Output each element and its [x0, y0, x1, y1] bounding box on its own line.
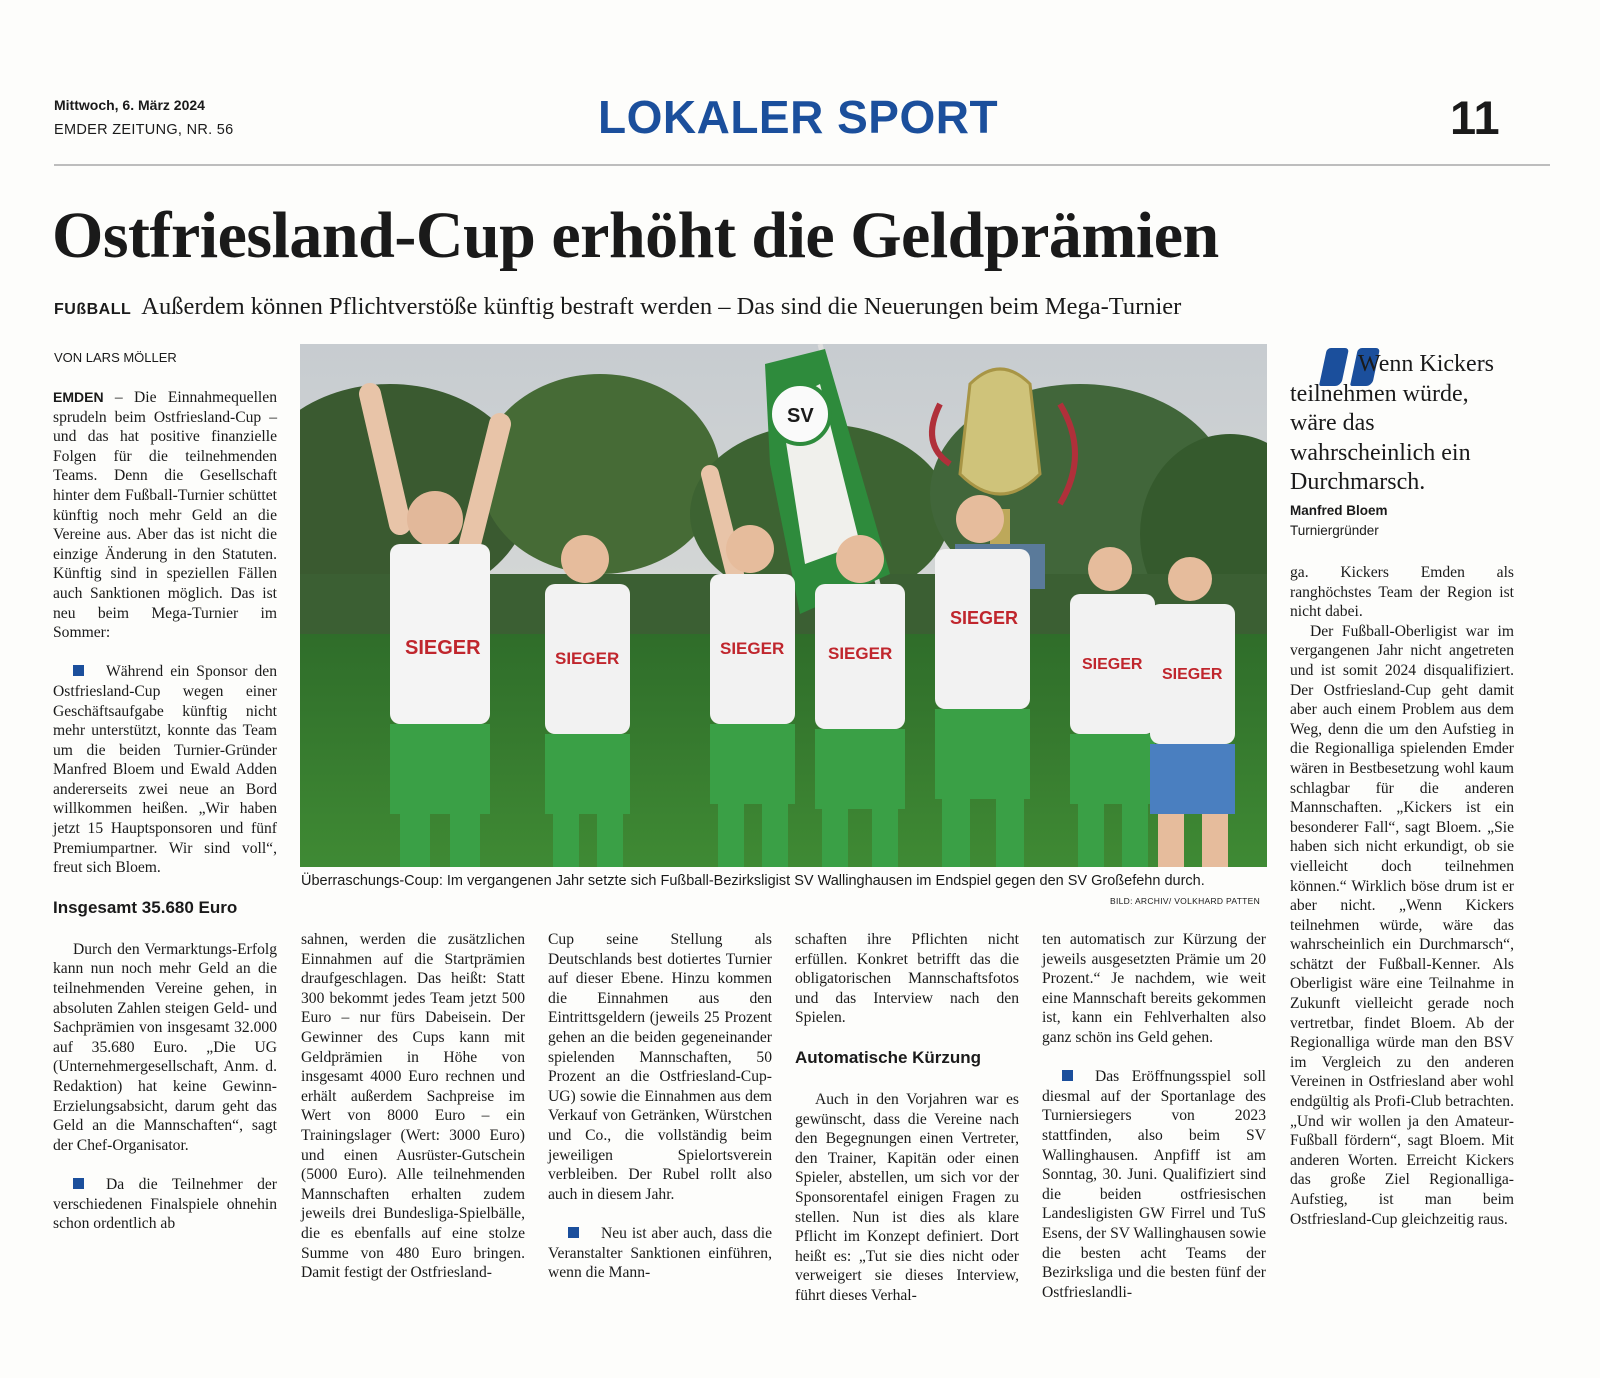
headline: Ostfriesland-Cup erhöht die Geldprämien	[52, 199, 1219, 272]
team-photo-illustration	[300, 344, 1267, 867]
pullquote-role: Turniergründer	[1290, 523, 1379, 538]
sponsor-paragraph: Während ein Sponsor den Ostfriesland-Cup wegen einer Geschäftsaufgabe künftig nicht mehr unterstützt, konnte das Team um die beiden Turnier-Gründer Manfred Bloem und Ewald Adden andererseits zwei neue an Bord willkommen heißen. „Wir haben jetzt 15 Hauptsponsoren und fünf Premiumpartner. Wir sind voll“, freut sich Bloem.	[53, 663, 277, 877]
column-6-text-2: Der Fußball-Oberligist war im vergangenen Jahr nicht angetreten und ist somit 2024 disqualifiziert. Der Ostfriesland-Cup geht damit aber auch einem Problem aus dem Weg, denn die um den Aufstieg in die Regionalliga spielenden Emder wären in Bestbesetzung wohl kaum schlagbar für die anderen Mannschaften. „Kickers ist ein besonderer Fall“, sagt Bloem. „Sie haben sich nicht erkundigt, ob sie vielleicht doch teilnehmen können.“ Wirklich böse drum ist er aber nicht. „Wenn Kickers teilnehmen würde, wäre das wahrscheinlich ein Durchmarsch“, schätzt der Fußball-Kenner. Als Oberligist wäre eine Teilnahme in Zukunft vielleicht gerade noch vertretbar, findet Bloem. Ab der Regionalliga würde man den BSV im Vergleich zu den anderen Vereinen in Ostfriesland aber wohl endgültig als Profi-Club betrachten. „Und wir wollen ja den Amateur-Fußball fördern“, sagt Bloem. Mit anderen Worten. Erreicht Kickers das große Ziel Regionalliga-Aufstieg, ist man beim Ostfriesland-Cup gleichzeitig raus.	[1290, 622, 1514, 1228]
column-1	[53, 388, 277, 1234]
column-5	[1042, 930, 1266, 1302]
shirt-text: SIEGER	[1162, 666, 1223, 683]
column-6	[1290, 563, 1514, 1229]
column-4-text: schaften ihre Pflichten nicht erfüllen. Konkret betrifft das die obligatorischen Mannschaftsfotos und das Interview nach den Spielen.	[795, 931, 1019, 1027]
subhead-total: Insgesamt 35.680 Euro	[53, 897, 238, 917]
shirt-text: SIEGER	[555, 649, 620, 668]
marketing-paragraph: Durch den Vermarktungs-Erfolg kann nun noch mehr Geld an die teilnehmenden Vereine gehen, in absoluten Zahlen steigen Geld- und Sachprämien von insgesamt 32.000 auf 35.680 Euro. „Die UG (Unternehmergesellschaft, Anm. d. Redaktion) hat keine Gewinn-Erzielungsabsicht, darum geht das Geld an die Mannschaften“, sagt der Chef-Organisator.	[53, 940, 277, 1154]
dateline: EMDEN	[53, 389, 104, 405]
photo-caption: Überraschungs-Coup: Im vergangenen Jahr setzte sich Fußball-Bezirksligist SV Wallinghausen im Endspiel gegen den SV Großefehn durch.	[301, 873, 1205, 889]
bullet-icon	[73, 665, 84, 676]
shirt-text: SIEGER	[405, 637, 481, 659]
column-5-text: ten automatisch zur Kürzung der jeweils ausgesetzten Prämie um 20 Prozent.“ Je nachdem, wie weit eine Mannschaft bereits gekommen ist, kann ein Fehlverhalten also ganz schön ins Geld gehen.	[1042, 931, 1266, 1046]
shirt-text: SIEGER	[828, 644, 893, 663]
page-number: 11	[1450, 91, 1500, 144]
section-title: LOKALER SPORT	[598, 91, 999, 143]
sanction-paragraph: Neu ist aber auch, dass die Veranstalter Sanktionen einführen, wenn die Mann-	[548, 1224, 772, 1282]
pullquote-text: Wenn Kickers teilnehmen würde, wäre das wahrscheinlich ein Durchmarsch.	[1290, 351, 1495, 495]
lead-paragraph: – Die Einnahmequellen sprudeln beim Ostfriesland-Cup – und das hat positive finanzielle Folgen für die teilnehmenden Teams. Denn die Gesellschaft hinter dem Fußball-Turnier schüttet künftig noch mehr Geld an die Vereine aus. Aber das ist nicht die einzige Änderung in den Statuten. Künftig sind in speziellen Fällen auch Sanktionen möglich. Das ist neu beim Mega-Turnier im Sommer:	[53, 389, 277, 642]
column-2-text: sahnen, werden die zusätzlichen Einnahmen auf die Startprämien draufgeschlagen. Das heißt: Statt 300 bekommt jedes Team jetzt 500 Euro – nur fürs Dabeisein. Der Gewinner des Cups kann mit Geldprämien in Höhe von insgesamt 4000 Euro rechnen und erhält außerdem Sachpreise im Wert von 8000 Euro – ein Trainingslager (Wert: 3000 Euro) und einen Ausrüster-Gutschein (5000 Euro). Alle teilnehmenden Mannschaften erhalten zudem jeweils drei Bundesliga-Spielbälle, die es ebenfalls auf eine stolze Summe von 480 Euro bringen. Damit festigt der Ostfriesland-	[301, 931, 525, 1282]
masthead-rule	[54, 164, 1550, 166]
pullquote-name: Manfred Bloem	[1290, 503, 1388, 518]
paper-issue: EMDER ZEITUNG, NR. 56	[54, 122, 234, 138]
column-4-text-2: Auch in den Vorjahren war es gewünscht, dass die Vereine nach den Begegnungen einen Vertreter, den Trainer, Kapitän oder einen Spieler, abstellen, um sich vor der Sponsorentafel einigen Fragen zu stellen. Nun ist dies als klare Pflicht im Konzept definiert. Dort heißt es: „Tut sie dies nicht oder verweigert sie dieses Interview, führt dieses Verhal-	[795, 1090, 1019, 1304]
shirt-text: SIEGER	[720, 639, 785, 658]
bullet-icon	[1062, 1070, 1073, 1081]
column-2	[301, 930, 525, 1283]
team-photo	[300, 344, 1267, 867]
subhead-reduction: Automatische Kürzung	[795, 1047, 982, 1067]
bullet-icon	[568, 1227, 579, 1238]
column-3	[548, 930, 772, 1283]
subheadline-row	[54, 293, 1181, 321]
opening-paragraph: Das Eröffnungsspiel soll diesmal auf der Sportanlage des Turniersiegers von 2023 stattfinden, also beim SV Wallinghausen. Anpfiff ist am Sonntag, 30. Juni. Qualifiziert sind die beiden ostfriesischen Landesligisten GW Firrel und TuS Esens, der SV Wallinghausen sowie die besten acht Teams der Bezirksliga und die besten fünf der Ostfrieslandli-	[1042, 1068, 1266, 1301]
kicker: FUßBALL	[54, 301, 132, 318]
byline: VON LARS MÖLLER	[54, 350, 177, 365]
bullet-icon	[73, 1178, 84, 1189]
shirt-text: SIEGER	[1082, 656, 1143, 673]
column-6-text-1: ga. Kickers Emden als ranghöchstes Team der Region ist nicht dabei.	[1290, 564, 1514, 621]
issue-date: Mittwoch, 6. März 2024	[54, 97, 205, 113]
shirt-text: SIEGER	[950, 608, 1019, 628]
column-3-text: Cup seine Stellung als Deutschlands best dotiertes Turnier auf dieser Ebene. Hinzu kommen die Einnahmen aus den Eintrittsgeldern (jeweils 25 Prozent gehen an die beiden gegeneinander spielenden Mannschaften, 50 Prozent an die Ostfriesland-Cup-UG) sowie die Einnahmen aus dem Verkauf von Getränken, Würstchen und Co., die vollständig beim jeweiligen Spielortsverein verbleiben. Der Rubel rollt also auch in diesem Jahr.	[548, 931, 772, 1203]
subheadline: Außerdem können Pflichtverstöße künftig bestraft werden – Das sind die Neuerungen beim Mega-Turnier	[141, 293, 1182, 320]
flag-text: SV	[787, 405, 814, 427]
final-paragraph: Da die Teilnehmer der verschiedenen Finalspiele ohnehin schon ordentlich ab	[53, 1175, 277, 1233]
column-4	[795, 930, 1019, 1306]
photo-credit: BILD: ARCHIV/ VOLKHARD PATTEN	[1110, 896, 1261, 906]
